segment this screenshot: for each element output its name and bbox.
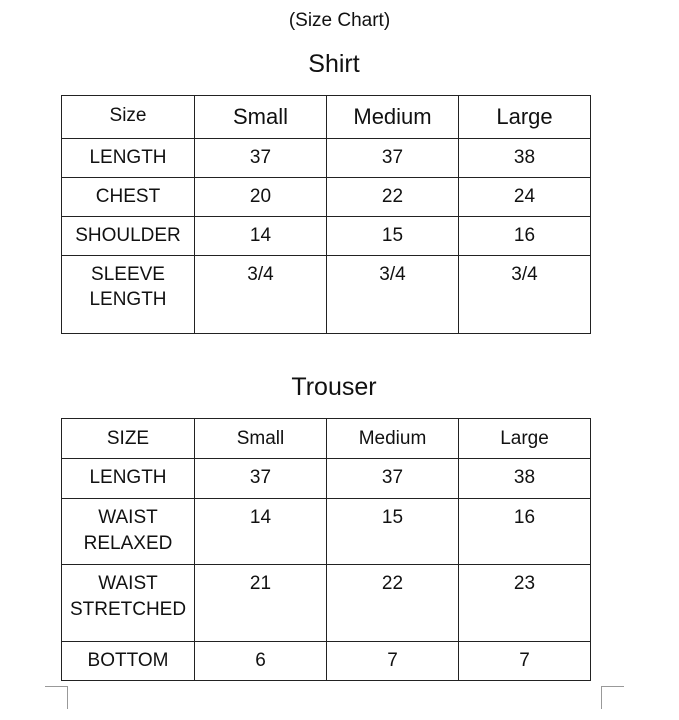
row-label [62, 255, 195, 333]
header-cell-small: Small [195, 96, 327, 139]
header-cell-small: Small [195, 419, 327, 459]
cell-small: 3/4 [195, 255, 327, 333]
cell-medium: 15 [327, 216, 459, 255]
cell-medium: 22 [327, 177, 459, 216]
row-label-line-1: SLEEVE [91, 263, 165, 285]
table-row [62, 255, 591, 333]
size-chart-caption: (Size Chart) [288, 10, 391, 31]
page-corner-mark-right [601, 686, 624, 709]
cell-medium: 22 [327, 565, 459, 642]
row-label: LENGTH [62, 138, 195, 177]
table-header-row [62, 419, 591, 459]
cell-large: 38 [459, 138, 591, 177]
trouser-heading: Trouser [291, 373, 377, 401]
table-row [62, 642, 591, 681]
header-cell-medium: Medium [327, 96, 459, 139]
row-label: BOTTOM [62, 642, 195, 681]
table-row [62, 177, 591, 216]
table-header-row [62, 96, 591, 139]
table-row [62, 138, 591, 177]
cell-large: 24 [459, 177, 591, 216]
cell-medium: 15 [327, 499, 459, 565]
cell-large: 23 [459, 565, 591, 642]
table-row [62, 216, 591, 255]
header-cell-large: Large [459, 96, 591, 139]
cell-medium: 3/4 [327, 255, 459, 333]
row-label [62, 499, 195, 565]
page-corner-mark-left [45, 686, 68, 709]
cell-small: 20 [195, 177, 327, 216]
cell-small: 6 [195, 642, 327, 681]
cell-small: 14 [195, 216, 327, 255]
cell-medium: 7 [327, 642, 459, 681]
row-label: LENGTH [62, 459, 195, 499]
row-label-line-1: WAIST [98, 573, 158, 594]
header-cell-size: SIZE [62, 419, 195, 459]
header-cell-medium: Medium [327, 419, 459, 459]
shirt-size-table [61, 95, 591, 334]
cell-small: 14 [195, 499, 327, 565]
header-cell-size: Size [62, 96, 195, 139]
row-label [62, 565, 195, 642]
row-label-line-2: LENGTH [89, 289, 167, 311]
trouser-size-table [61, 418, 591, 681]
table-row [62, 499, 591, 565]
table-row [62, 459, 591, 499]
row-label-line-2: RELAXED [83, 532, 173, 554]
cell-large: 16 [459, 499, 591, 565]
cell-small: 37 [195, 138, 327, 177]
cell-small: 37 [195, 459, 327, 499]
row-label-line-2: STRETCHED [69, 598, 187, 620]
cell-large: 3/4 [459, 255, 591, 333]
cell-large: 16 [459, 216, 591, 255]
header-cell-large: Large [459, 419, 591, 459]
cell-small: 21 [195, 565, 327, 642]
row-label: CHEST [62, 177, 195, 216]
table-row [62, 565, 591, 642]
cell-large: 38 [459, 459, 591, 499]
cell-medium: 37 [327, 138, 459, 177]
row-label: SHOULDER [62, 216, 195, 255]
cell-large: 7 [459, 642, 591, 681]
cell-medium: 37 [327, 459, 459, 499]
row-label-line-1: WAIST [98, 507, 158, 528]
shirt-heading: Shirt [308, 50, 360, 78]
